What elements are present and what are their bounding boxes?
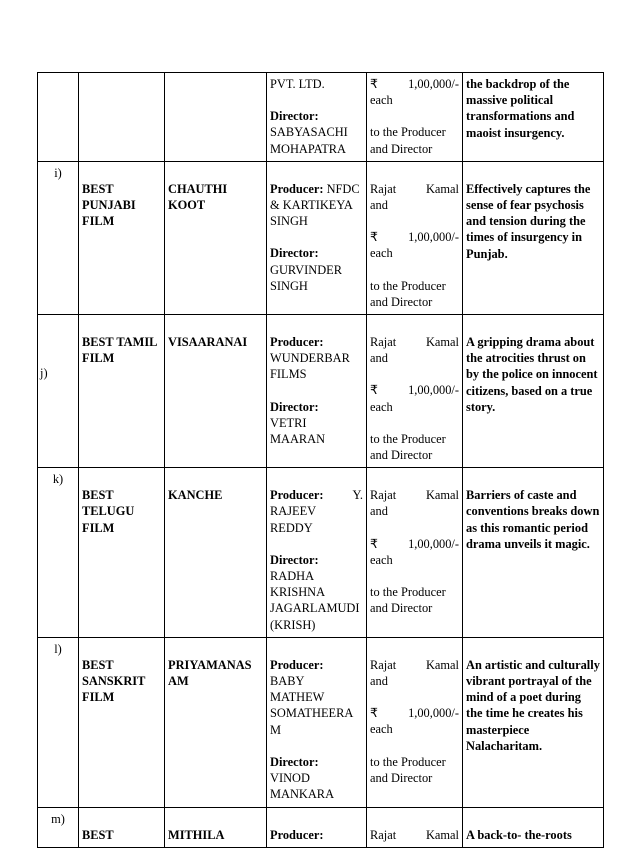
category-line: PUNJABI xyxy=(82,198,136,213)
table-row xyxy=(38,468,604,638)
director-label: Director: xyxy=(270,246,319,261)
director-label: Director: xyxy=(270,754,319,769)
category-line: FILM xyxy=(82,690,115,705)
description-cell: the backdrop of the massive political transformations and maoist insurgency. xyxy=(463,73,604,162)
prize-rajat: Rajat xyxy=(370,827,397,842)
prize-recipient: to the Producer and Director xyxy=(370,125,446,156)
producer-name: PVT. LTD. xyxy=(270,77,325,91)
table-row xyxy=(38,637,604,807)
category-cell xyxy=(79,468,165,638)
awards-table xyxy=(37,72,604,848)
director-name: RADHA xyxy=(270,569,315,584)
prize-and: and xyxy=(370,674,388,689)
prize-each: each xyxy=(370,399,393,414)
category-line: BEST xyxy=(82,181,114,196)
film-title: CHAUTHI xyxy=(168,181,228,196)
producer-director-cell xyxy=(267,315,367,468)
category-line: FILM xyxy=(82,520,115,535)
producer-name: Y. xyxy=(352,488,363,503)
director-name: MOHAPATRA xyxy=(270,141,346,156)
producer-name: MATHEW xyxy=(270,690,325,705)
category-cell xyxy=(79,807,165,847)
producer-label: Producer: xyxy=(270,827,324,842)
category-line: BEST xyxy=(82,657,114,672)
film-title: MITHILA xyxy=(168,827,225,842)
director-name: KRISHNA xyxy=(270,585,326,600)
prize-each: each xyxy=(370,246,393,261)
producer-name: REDDY xyxy=(270,520,313,535)
prize-cell xyxy=(367,73,463,162)
prize-kamal: Kamal xyxy=(425,335,459,350)
director-name: VETRI xyxy=(270,415,307,430)
category-line: TELUGU xyxy=(82,504,135,519)
director-name: MAARAN xyxy=(270,432,326,447)
description-text: Effectively captures the sense of fear psychosis and tension during the times of insurgency in Punjab. xyxy=(466,181,591,261)
serial-cell: k) xyxy=(38,468,79,638)
serial-cell: i) xyxy=(38,161,79,314)
prize-rajat: Rajat xyxy=(370,488,397,503)
rupee-symbol: ₹ xyxy=(370,706,378,721)
prize-amount: 1,00,000/- xyxy=(408,536,459,551)
film-cell xyxy=(165,73,267,162)
table-row xyxy=(38,315,604,468)
film-cell xyxy=(165,315,267,468)
category-line: BEST TAMIL xyxy=(82,335,158,350)
prize-rajat: Rajat xyxy=(370,181,397,196)
prize-recipient: to the Producer and Director xyxy=(370,585,446,616)
producer-name: RAJEEV xyxy=(270,504,317,519)
prize-rajat: Rajat xyxy=(370,657,397,672)
category-line: FILM xyxy=(82,351,115,366)
description-text: An artistic and culturally vibrant portrayal of the mind of a poet during the time he creates his masterpiece Nalacharitam. xyxy=(466,657,600,753)
producer-label: Producer: xyxy=(270,657,324,672)
producer-director-cell xyxy=(267,468,367,638)
prize-each: each xyxy=(370,552,393,567)
film-title: KOOT xyxy=(168,198,206,213)
director-name: VINOD xyxy=(270,771,310,786)
rupee-symbol: ₹ xyxy=(370,230,378,245)
prize-amount: 1,00,000/- xyxy=(408,706,459,721)
prize-and: and xyxy=(370,351,388,366)
prize-rajat: Rajat xyxy=(370,335,397,350)
prize-kamal: Kamal xyxy=(425,827,459,842)
producer-name: FILMS xyxy=(270,367,307,382)
producer-name: WUNDERBAR xyxy=(270,351,350,366)
category-line: BEST xyxy=(82,827,114,842)
film-title: PRIYAMANAS xyxy=(168,657,252,672)
category-cell xyxy=(79,161,165,314)
prize-cell xyxy=(367,637,463,807)
description-text: Barriers of caste and conventions breaks down as this romantic period drama unveils it magic. xyxy=(466,488,600,551)
film-title: VISAARANAI xyxy=(168,335,248,350)
prize-recipient: to the Producer and Director xyxy=(370,278,446,309)
producer-director-cell xyxy=(267,73,367,162)
description-text: A back-to- the-roots xyxy=(466,827,572,842)
table-row xyxy=(38,73,604,162)
producer-label: Producer: xyxy=(270,335,324,350)
description-cell xyxy=(463,161,604,314)
director-name: JAGARLAMUDI xyxy=(270,601,360,616)
prize-cell xyxy=(367,468,463,638)
prize-cell xyxy=(367,807,463,847)
prize-amount: 1,00,000/- xyxy=(408,77,459,91)
prize-kamal: Kamal xyxy=(425,657,459,672)
rupee-symbol: ₹ xyxy=(370,383,378,398)
description-cell xyxy=(463,807,604,847)
prize-and: and xyxy=(370,504,388,519)
serial-label: j) xyxy=(40,365,48,380)
serial-cell: m) xyxy=(38,807,79,847)
prize-kamal: Kamal xyxy=(425,181,459,196)
category-line: BEST xyxy=(82,488,114,503)
producer-name: BABY xyxy=(270,674,305,689)
prize-kamal: Kamal xyxy=(425,488,459,503)
prize-cell xyxy=(367,315,463,468)
film-cell xyxy=(165,468,267,638)
description-cell xyxy=(463,637,604,807)
director-label: Director: xyxy=(270,109,319,124)
serial-cell: l) xyxy=(38,637,79,807)
prize-recipient: to the Producer and Director xyxy=(370,754,446,785)
category-cell xyxy=(79,315,165,468)
film-cell xyxy=(165,807,267,847)
description-text: A gripping drama about the atrocities thrust on by the police on innocent citizens, based on a true story. xyxy=(466,335,598,414)
category-line: SANSKRIT xyxy=(82,674,146,689)
film-title: KANCHE xyxy=(168,488,223,503)
category-cell xyxy=(79,73,165,162)
description-cell xyxy=(463,468,604,638)
prize-each: each xyxy=(370,93,393,108)
producer-director-cell xyxy=(267,161,367,314)
producer-label: Producer: xyxy=(270,181,324,196)
rupee-symbol: ₹ xyxy=(370,536,378,551)
rupee-symbol: ₹ xyxy=(370,77,378,91)
table-row xyxy=(38,161,604,314)
director-label: Director: xyxy=(270,399,319,414)
prize-and: and xyxy=(370,198,388,213)
producer-name: SOMATHEERA xyxy=(270,706,354,721)
director-label: Director: xyxy=(270,552,319,567)
producer-director-cell xyxy=(267,637,367,807)
prize-amount: 1,00,000/- xyxy=(408,383,459,398)
prize-amount: 1,00,000/- xyxy=(408,230,459,245)
film-cell xyxy=(165,637,267,807)
director-name: SABYASACHI xyxy=(270,125,348,140)
producer-name: NFDC & KARTIKEYA SINGH xyxy=(270,181,360,229)
producer-label: Producer: xyxy=(270,488,324,503)
film-cell xyxy=(165,161,267,314)
director-name: (KRISH) xyxy=(270,617,316,632)
serial-cell xyxy=(38,315,79,468)
film-title: AM xyxy=(168,674,189,689)
prize-cell xyxy=(367,161,463,314)
category-line: FILM xyxy=(82,214,115,229)
description-cell xyxy=(463,315,604,468)
producer-name: M xyxy=(270,722,282,737)
director-name: SINGH xyxy=(270,278,308,293)
prize-recipient: to the Producer and Director xyxy=(370,431,446,463)
table-row xyxy=(38,807,604,847)
prize-each: each xyxy=(370,722,393,737)
serial-cell xyxy=(38,73,79,162)
category-cell xyxy=(79,637,165,807)
producer-director-cell xyxy=(267,807,367,847)
director-name: GURVINDER xyxy=(270,262,342,277)
director-name: MANKARA xyxy=(270,787,335,802)
